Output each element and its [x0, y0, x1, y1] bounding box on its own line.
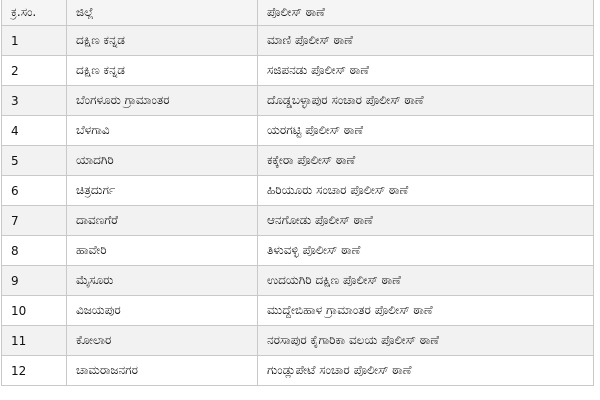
- table-row: [2, 356, 594, 386]
- cell-serial-number: 10: [2, 296, 67, 326]
- police-station-table: [1, 0, 594, 386]
- table-row: [2, 56, 594, 86]
- cell-police-station: ಆನಗೋಡು ಪೊಲೀಸ್ ಠಾಣೆ: [258, 206, 594, 236]
- cell-serial-number: 3: [2, 86, 67, 116]
- cell-serial-number: 2: [2, 56, 67, 86]
- table-row: [2, 26, 594, 56]
- cell-police-station: ತಿಳುವಳ್ಳಿ ಪೊಲೀಸ್ ಠಾಣೆ: [258, 236, 594, 266]
- cell-serial-number: 4: [2, 116, 67, 146]
- cell-serial-number: 1: [2, 26, 67, 56]
- cell-serial-number: 9: [2, 266, 67, 296]
- cell-police-station: ಉದಯಗಿರಿ ದಕ್ಷಿಣ ಪೊಲೀಸ್ ಠಾಣೆ: [258, 266, 594, 296]
- cell-district: ಬೆಳಗಾವಿ: [67, 116, 258, 146]
- cell-district: ದಾವಣಗೆರೆ: [67, 206, 258, 236]
- cell-police-station: ನರಸಾಪುರ ಕೈಗಾರಿಕಾ ವಲಯ ಪೊಲೀಸ್ ಠಾಣೆ: [258, 326, 594, 356]
- cell-police-station: ಸಜಿಪನಡು ಪೊಲೀಸ್ ಠಾಣೆ: [258, 56, 594, 86]
- header-serial-number: ಕ್ರ.ಸಂ.: [2, 0, 67, 26]
- cell-serial-number: 5: [2, 146, 67, 176]
- table-row: [2, 146, 594, 176]
- cell-district: ಬೆಂಗಳೂರು ಗ್ರಾಮಾಂತರ: [67, 86, 258, 116]
- cell-serial-number: 6: [2, 176, 67, 206]
- cell-district: ಯಾದಗಿರಿ: [67, 146, 258, 176]
- table-row: [2, 296, 594, 326]
- table-header-row: [2, 0, 594, 26]
- cell-district: ಚಾಮರಾಜನಗರ: [67, 356, 258, 386]
- cell-district: ದಕ್ಷಿಣ ಕನ್ನಡ: [67, 56, 258, 86]
- header-police-station: ಪೊಲೀಸ್ ಠಾಣೆ: [258, 0, 594, 26]
- cell-district: ಹಾವೇರಿ: [67, 236, 258, 266]
- cell-district: ಚಿತ್ರದುರ್ಗ: [67, 176, 258, 206]
- table-row: [2, 86, 594, 116]
- cell-police-station: ಮಾಣಿ ಪೊಲೀಸ್ ಠಾಣೆ: [258, 26, 594, 56]
- cell-serial-number: 12: [2, 356, 67, 386]
- cell-district: ಕೋಲಾರ: [67, 326, 258, 356]
- table-row: [2, 266, 594, 296]
- table-row: [2, 176, 594, 206]
- cell-police-station: ಗುಂಡ್ಲುಪೇಟೆ ಸಂಚಾರ ಪೊಲೀಸ್ ಠಾಣೆ: [258, 356, 594, 386]
- header-district: ಜಿಲ್ಲೆ: [67, 0, 258, 26]
- table-row: [2, 236, 594, 266]
- table-row: [2, 206, 594, 236]
- cell-police-station: ಹಿರಿಯೂರು ಸಂಚಾರ ಪೊಲೀಸ್ ಠಾಣೆ: [258, 176, 594, 206]
- table-body: [2, 26, 594, 386]
- cell-police-station: ದೊಡ್ಡಬಳ್ಳಾಪುರ ಸಂಚಾರ ಪೊಲೀಸ್ ಠಾಣೆ: [258, 86, 594, 116]
- cell-district: ವಿಜಯಪುರ: [67, 296, 258, 326]
- table-row: [2, 116, 594, 146]
- cell-serial-number: 8: [2, 236, 67, 266]
- cell-serial-number: 7: [2, 206, 67, 236]
- table-row: [2, 326, 594, 356]
- cell-police-station: ಕಕ್ಕೇರಾ ಪೊಲೀಸ್ ಠಾಣೆ: [258, 146, 594, 176]
- cell-police-station: ಮುದ್ದೇಬಿಹಾಳ ಗ್ರಾಮಾಂತರ ಪೊಲೀಸ್ ಠಾಣೆ: [258, 296, 594, 326]
- cell-serial-number: 11: [2, 326, 67, 356]
- cell-police-station: ಯರಗಟ್ಟಿ ಪೊಲೀಸ್ ಠಾಣೆ: [258, 116, 594, 146]
- cell-district: ದಕ್ಷಿಣ ಕನ್ನಡ: [67, 26, 258, 56]
- cell-district: ಮೈಸೂರು: [67, 266, 258, 296]
